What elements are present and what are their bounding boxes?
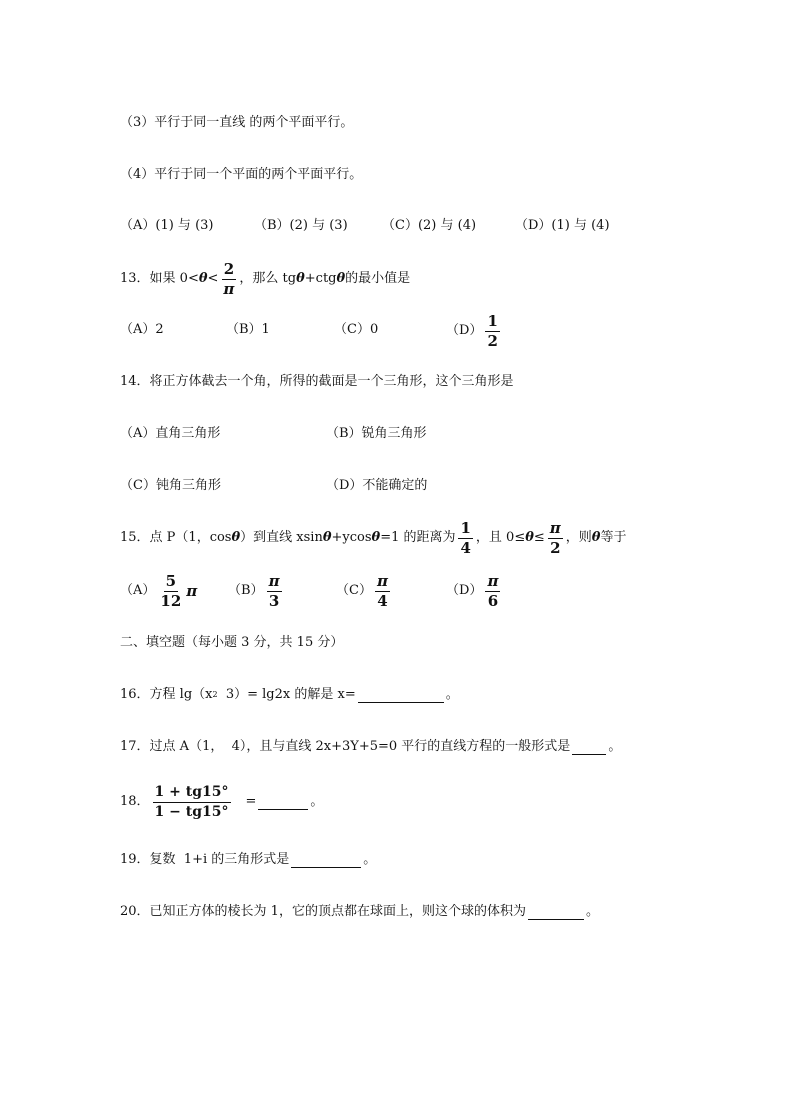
q12-option-d: （D）(1) 与 (4) xyxy=(515,218,610,233)
theta-symbol: θ xyxy=(322,530,332,545)
theta-symbol: θ xyxy=(525,530,534,545)
q15-option-b-denominator: 3 xyxy=(268,591,280,610)
q13-option-d xyxy=(446,311,503,351)
q13-option-d-fraction xyxy=(485,313,499,350)
q15-part-6: ≤ xyxy=(533,530,545,545)
q17-end: 。 xyxy=(608,739,622,754)
q15-part-5: ，且 0≤ xyxy=(475,530,526,545)
q13-mid: ，那么 tg xyxy=(239,271,297,286)
q13-option-d-label: （D） xyxy=(446,323,483,338)
q12-option-a: （A）(1) 与 (3) xyxy=(120,218,214,233)
q15-option-d-numerator: π xyxy=(487,571,499,590)
q18-label: 18． xyxy=(120,794,150,809)
statement-3: （3）平行于同一直线 的两个平面平行。 xyxy=(120,115,354,130)
q13-frac-denominator: π xyxy=(223,279,235,298)
q15-option-a xyxy=(120,571,197,611)
section-2-heading: 二、填空题（每小题 3 分，共 15 分） xyxy=(120,635,344,650)
q15-option-c xyxy=(336,571,393,611)
theta-symbol: θ xyxy=(296,271,305,286)
question-16: 16．方程 lg（x 2 3）= lg2x 的解是 x= 。 xyxy=(120,685,459,705)
question-18 xyxy=(120,781,323,823)
q15-option-a-fraction xyxy=(158,573,183,610)
q15-range-numerator: π xyxy=(549,518,561,537)
q15-option-c-denominator: 4 xyxy=(377,591,388,610)
q15-range-fraction xyxy=(548,520,563,557)
question-20 xyxy=(120,902,599,922)
q15-option-a-label: （A） xyxy=(120,583,156,598)
q15-part-8: 等于 xyxy=(600,530,627,545)
q13-option-d-denominator: 2 xyxy=(487,331,498,350)
q15-option-d xyxy=(446,571,503,611)
q15-option-d-label: （D） xyxy=(446,583,483,598)
question-13 xyxy=(120,259,410,299)
q13-frac-numerator: 2 xyxy=(223,259,235,278)
q20-end: 。 xyxy=(585,904,599,919)
q13-option-d-numerator: 1 xyxy=(487,311,498,330)
q13-prefix: 13．如果 0< xyxy=(120,271,199,286)
q17-answer-blank[interactable] xyxy=(572,740,606,755)
q15-part-1: 15．点 P（1，cos xyxy=(120,530,232,545)
q14-option-d: （D）不能确定的 xyxy=(326,478,428,493)
q15-part-2: ）到直线 xsin xyxy=(240,530,323,545)
q13-plus: +ctg xyxy=(304,271,337,286)
theta-symbol: θ xyxy=(591,530,601,545)
q17-text: 17．过点 A（1， 4），且与直线 2x+3Y+5=0 平行的直线方程的一般形式是 xyxy=(120,739,571,754)
q15-option-b xyxy=(228,571,285,611)
q19-end: 。 xyxy=(363,852,377,867)
q15-option-b-fraction xyxy=(267,573,282,610)
q15-part-3: +ycos xyxy=(331,530,372,545)
q14-option-c: （C）钝角三角形 xyxy=(120,478,221,493)
q13-option-c: （C）0 xyxy=(334,322,379,337)
theta-symbol: θ xyxy=(198,271,208,286)
question-19 xyxy=(120,850,376,870)
q15-option-a-denominator: 12 xyxy=(160,591,182,610)
statement-4: （4）平行于同一个平面的两个平面平行。 xyxy=(120,167,363,182)
q18-end: 。 xyxy=(310,794,324,809)
q16-end: 。 xyxy=(445,687,459,702)
q13-suffix: 的最小值是 xyxy=(345,271,411,286)
q16-pre: 16．方程 lg（x xyxy=(120,687,213,702)
q12-option-b: （B）(2) 与 (3) xyxy=(254,218,348,233)
q18-numerator: 1 + tg15° xyxy=(153,784,231,803)
q15-option-c-numerator: π xyxy=(376,571,388,590)
q12-option-c: （C）(2) 与 (4) xyxy=(382,218,477,233)
q15-option-a-pi: π xyxy=(186,582,198,600)
q18-equals: = xyxy=(245,794,257,809)
q15-option-d-denominator: 6 xyxy=(487,591,499,610)
q13-option-a: （A）2 xyxy=(120,322,164,337)
q15-option-c-fraction xyxy=(375,573,390,610)
q15-part-4: =1 的距离为 xyxy=(380,530,456,545)
theta-symbol: θ xyxy=(336,271,346,286)
q14-option-b: （B）锐角三角形 xyxy=(326,426,427,441)
q13-lt: < xyxy=(207,271,219,286)
q13-fraction xyxy=(221,261,236,298)
q15-option-b-label: （B） xyxy=(228,583,264,598)
question-15 xyxy=(120,518,626,558)
question-17 xyxy=(120,737,621,757)
q20-text: 20．已知正方体的棱长为 1，它的顶点都在球面上，则这个球的体积为 xyxy=(120,904,526,919)
q15-distance-numerator: 1 xyxy=(460,518,471,537)
q15-distance-denominator: 4 xyxy=(460,538,471,557)
q15-part-7: ，则 xyxy=(565,530,592,545)
question-14: 14．将正方体截去一个角，所得的截面是一个三角形，这个三角形是 xyxy=(120,374,514,389)
q18-denominator: 1 − tg15° xyxy=(154,803,229,820)
q16-mid: 3）= lg2x 的解是 x= xyxy=(217,687,356,702)
q18-answer-blank[interactable] xyxy=(258,795,308,810)
q14-option-a: （A）直角三角形 xyxy=(120,426,221,441)
q13-option-b: （B）1 xyxy=(226,322,270,337)
q16-answer-blank[interactable] xyxy=(358,688,444,703)
q20-answer-blank[interactable] xyxy=(528,905,584,920)
theta-symbol: θ xyxy=(371,530,381,545)
q15-option-d-fraction xyxy=(485,573,500,610)
q19-answer-blank[interactable] xyxy=(291,853,361,868)
q18-fraction xyxy=(153,784,231,821)
q19-text: 19．复数 1+i 的三角形式是 xyxy=(120,852,290,867)
q15-option-a-numerator: 5 xyxy=(165,571,177,590)
theta-symbol: θ xyxy=(231,530,241,545)
q15-range-denominator: 2 xyxy=(550,538,561,557)
q15-option-c-label: （C） xyxy=(336,583,372,598)
q15-distance-fraction xyxy=(458,520,472,557)
q15-option-b-numerator: π xyxy=(268,571,280,590)
